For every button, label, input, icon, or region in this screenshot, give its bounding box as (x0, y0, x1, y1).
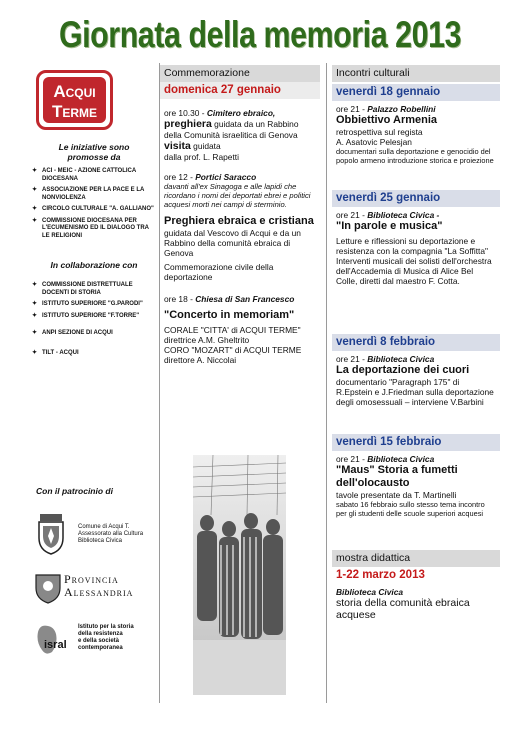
commemoration-column (160, 65, 320, 365)
event-text: retrospettiva sul regista (336, 127, 423, 137)
isral-line-4: contemporanea (78, 645, 123, 651)
event-text: dalla prof. L. Rapetti (164, 152, 239, 162)
event-keyword: preghiera (164, 118, 212, 130)
comune-line-2: Assessorato alla Cultura (78, 531, 144, 537)
event-deportazione-cuori (332, 351, 500, 434)
event-parole-musica (332, 207, 500, 334)
comune-line-3: Biblioteca Civica (78, 538, 123, 544)
event-title: "Concerto in memoriam" (164, 309, 295, 321)
event-text: Commemorazione civile della deportazione (164, 262, 274, 282)
event-time: ore 21 - (336, 210, 365, 220)
mostra-date: 1-22 marzo 2013 (332, 567, 500, 584)
event-time: ore 21 - (336, 354, 365, 364)
provincia-line-2: Alessandria (64, 585, 134, 599)
event-text: documentari sulla deportazione e genocidio del popolo armeno introduzione storica e proiezione (336, 147, 494, 165)
event-place: Palazzo Robellini (367, 104, 436, 114)
event-text: tavole presentate da T. Martinelli (336, 490, 457, 500)
date-15-febbraio: venerdì 15 febbraio (332, 434, 500, 451)
left-sidebar (30, 142, 158, 357)
event-maus (332, 451, 500, 550)
event-time: ore 18 - (164, 294, 193, 304)
event-text: CORALE "CITTA' di ACQUI TERME" (164, 325, 301, 335)
event-text: guidata dal Vescovo di Acqui e da un Rabbino della comunità ebraica di Genova (164, 228, 301, 258)
collaborator-item: ✦ COMMISSIONE DISTRETTUALE DOCENTI DI STORIA (30, 282, 158, 297)
comune-crest-icon (34, 512, 68, 556)
event-title: Preghiera ebraica e cristiana (164, 215, 314, 227)
promoter-item: ✦ COMMISSIONE DIOCESANA PER L'ECUMENISMO ED IL DIALOGO TRA LE RELIGIONI (30, 218, 158, 241)
commemoration-header: Commemorazione (160, 65, 320, 82)
isral-text (78, 624, 134, 652)
collaborator-item: ✦ ISTITUTO SUPERIORE "F.TORRE" (30, 313, 158, 321)
logo-line-2: Terme (51, 102, 98, 121)
event-place: Biblioteca Civica (367, 354, 435, 364)
poster-title: Giornata della memoria 2013 (58, 14, 462, 55)
event-time: ore 10.30 - (164, 108, 205, 118)
event-text: direttrice A.M. Gheltrito (164, 335, 250, 345)
promoted-heading (30, 142, 158, 162)
event-title: Obbiettivo Armenia (336, 114, 438, 126)
event-text: guidata (190, 141, 221, 151)
provincia-crest-icon (34, 572, 62, 604)
event-title: "In parole e musica" (336, 220, 443, 232)
isral-line-3: e della società (78, 638, 120, 644)
event-text: CORO "MOZART" di ACQUI TERME (164, 345, 302, 355)
event-armenia (332, 101, 500, 190)
acqui-terme-logo (36, 70, 113, 130)
event-title: La deportazione dei cuori (336, 364, 470, 376)
provincia-line-1: Provincia (64, 572, 119, 586)
event-text: A. Asatovic Pelesjan (336, 137, 412, 147)
isral-line-2: della resistenza (78, 631, 123, 637)
event-text: direttore A. Niccolai (164, 355, 237, 365)
event-text: guidata da un Rabbino della Comunità israelitica di Genova (164, 119, 299, 140)
promoted-heading-line-2: promosse da (67, 152, 121, 162)
mostra-header: mostra didattica (332, 550, 500, 567)
event-place: Biblioteca Civica - (367, 210, 440, 220)
cultural-events-column (332, 65, 500, 621)
event-keyword: visita (164, 140, 191, 152)
collaborator-item: ✦ TILT - ACQUI (30, 350, 158, 358)
event-text: Letture e riflessioni su deportazione e resistenza con la compagnia "La Soffitta" (336, 236, 488, 256)
event-place: Biblioteca Civica (336, 587, 404, 597)
event-description: davanti all'ex Sinagoga e alle lapidi che ricordano i nomi dei deportati ebrei e politici acquesi morti nei campi di sterminio. (164, 182, 311, 209)
event-time: ore 12 - (164, 172, 193, 182)
event-portici (160, 169, 320, 282)
event-time: ore 21 - (336, 454, 365, 464)
provincia-text (64, 573, 133, 599)
logo-line-1: Acqui (53, 82, 96, 101)
event-time: ore 21 - (336, 104, 365, 114)
isral-logo-icon (34, 622, 74, 658)
event-place: Chiesa di San Francesco (195, 294, 295, 304)
comune-text (78, 524, 168, 545)
column-divider-right (326, 63, 327, 703)
patronage-heading: Con il patrocinio di (36, 486, 113, 496)
commemoration-date: domenica 27 gennaio (160, 82, 320, 99)
date-18-gennaio: venerdì 18 gennaio (332, 84, 500, 101)
collaborator-item: ✦ ANPI SEZIONE DI ACQUI (30, 330, 158, 338)
event-text: Interventi musicali dei solisti dell'orchestra dell'Accademia di Musica di Alice Bel Colle, diretti dal maestro F. Cotta. (336, 256, 492, 286)
event-text: documentario "Paragraph 175" di R.Epstein e J.Friedman sulla deportazione degli omosessuali – interviene V.Barbini (336, 377, 494, 407)
event-place: Biblioteca Civica (367, 454, 435, 464)
event-text: sabato 16 febbraio sullo stesso tema incontro per gli studenti delle scuole superiori acquesi (336, 500, 485, 518)
event-cimitero (160, 105, 320, 162)
mostra-info (332, 584, 500, 621)
collaborator-item: ✦ ISTITUTO SUPERIORE "G.PARODI" (30, 301, 158, 309)
event-place: Portici Saracco (195, 172, 257, 182)
promoter-item: ✦ ACI - MEIC - AZIONE CATTOLICA DIOCESANA (30, 168, 158, 183)
comune-line-1: Comune di Acqui T. (78, 524, 130, 530)
date-25-gennaio: venerdì 25 gennaio (332, 190, 500, 207)
promoter-item: ✦ CIRCOLO CULTURALE "A. GALLIANO" (30, 206, 158, 214)
collaboration-heading: In collaborazione con (50, 260, 138, 270)
isral-logo-text: isral (44, 639, 67, 651)
cultural-header: Incontri culturali (332, 65, 500, 82)
event-place: Cimitero ebraico, (206, 108, 276, 118)
event-concerto (160, 291, 320, 365)
date-8-febbraio: venerdì 8 febbraio (332, 334, 500, 351)
promoter-item: ✦ ASSOCIAZIONE PER LA PACE E LA NONVIOLENZA (30, 187, 158, 202)
event-title: storia della comunità ebraica acquese (336, 597, 470, 621)
event-title: "Maus" Storia a fumetti dell'olocausto (336, 464, 458, 489)
historical-photo (193, 455, 286, 695)
promoted-heading-line-1: Le iniziative sono (58, 142, 130, 152)
isral-line-1: Istituto per la storia (78, 624, 134, 630)
